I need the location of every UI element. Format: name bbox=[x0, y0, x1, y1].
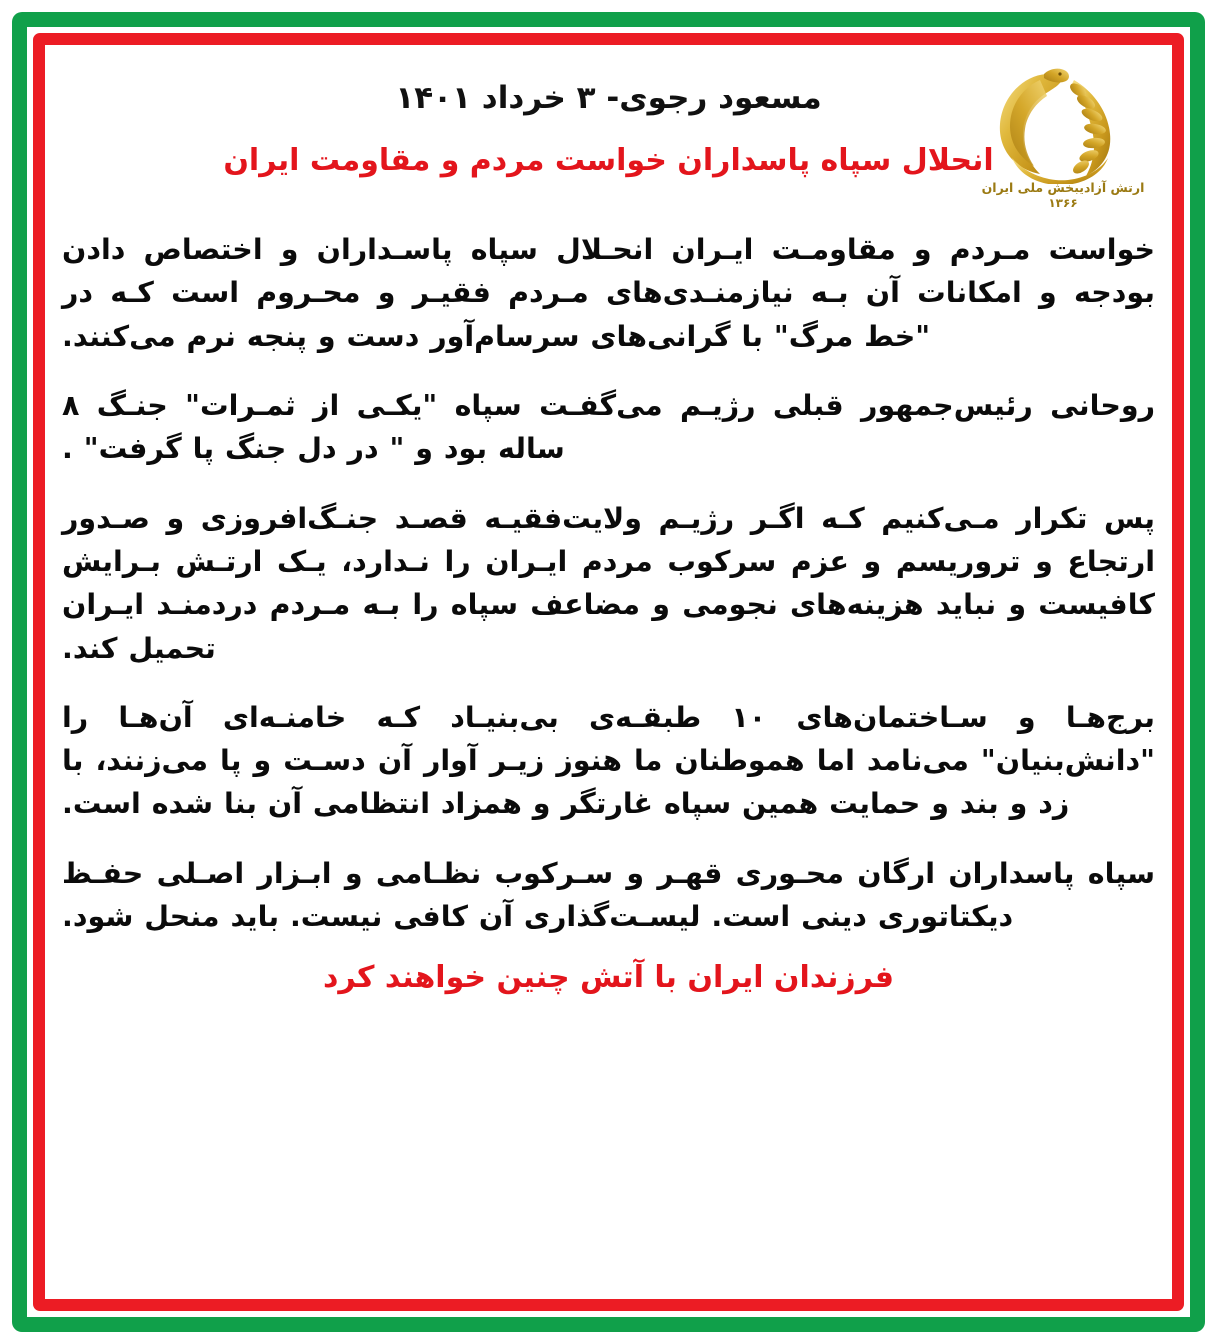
page-title: انحلال سپاه پاسداران خواست مردم و مقاومت ایران bbox=[223, 143, 994, 178]
national-liberation-army-emblem-icon bbox=[982, 58, 1144, 184]
poster-content bbox=[48, 48, 1169, 1296]
logo-caption: ارتش آزادیبخش ملی ایران bbox=[981, 180, 1145, 195]
closing-statement: فرزندان ایران با آتش چنین خواهند کرد bbox=[322, 960, 894, 996]
byline: مسعود رجوی- ۳ خرداد ۱۴۰۱ bbox=[395, 80, 822, 116]
logo-year: ۱۳۶۶ bbox=[1048, 195, 1078, 210]
organization-logo bbox=[977, 58, 1149, 210]
paragraph: پس تکرار مـی‌کنیم کـه اگـر رژیـم ولایت‌فقیـه قصـد جنـگ‌افروزی و صـدور ارتجاع و تروریسم و عزم سرکوب مردم ایـران را نـدارد، یـک ارتـش بـرایش کافیست و نباید هزینه‌های نجومی و مضاعف سپاه را بـه مـردم دردمنـد ایـران تحمیل کند. bbox=[62, 501, 1155, 665]
paragraph: روحانی رئیس‌جمهور قبلی رژیـم می‌گفـت سپاه "یکـی از ثمـرات" جنـگ ۸ ساله بود و " در دل جنگ پا گرفت" . bbox=[62, 388, 1155, 466]
paragraph: خواست مـردم و مقاومـت ایـران انحـلال سپاه پاسـداران و اختصاص دادن بودجه و امکانات آن بـه نیازمنـدی‌های مـردم فقیـر و محـروم است کـه در "خط مرگ" با گرانی‌های سرسام‌آور دست و پنجه نرم می‌کنند. bbox=[62, 233, 1155, 353]
poster-header bbox=[62, 56, 1155, 210]
body-text bbox=[62, 228, 1155, 997]
paragraph: برج‌هـا و سـاختمان‌های ۱۰ طبقـه‌ی بی‌بنیـاد کـه خامنـه‌ای آن‌هـا را "دانش‌بنیان" می‌نامد اما هموطنان ما هنوز زیـر آوار آن دسـت و پا می‌زنند، با زد و بند و حمایت همین سپاه غارتگر و همزاد انتظامی آن بنا شده است. bbox=[62, 700, 1155, 821]
paragraph: سپاه پاسداران ارگان محـوری قهـر و سـرکوب نظـامی و ابـزار اصـلی حفـظ دیکتاتوری دینی است. لیسـت‌گذاری آن کافی نیست. باید منحل شود. bbox=[62, 856, 1155, 934]
